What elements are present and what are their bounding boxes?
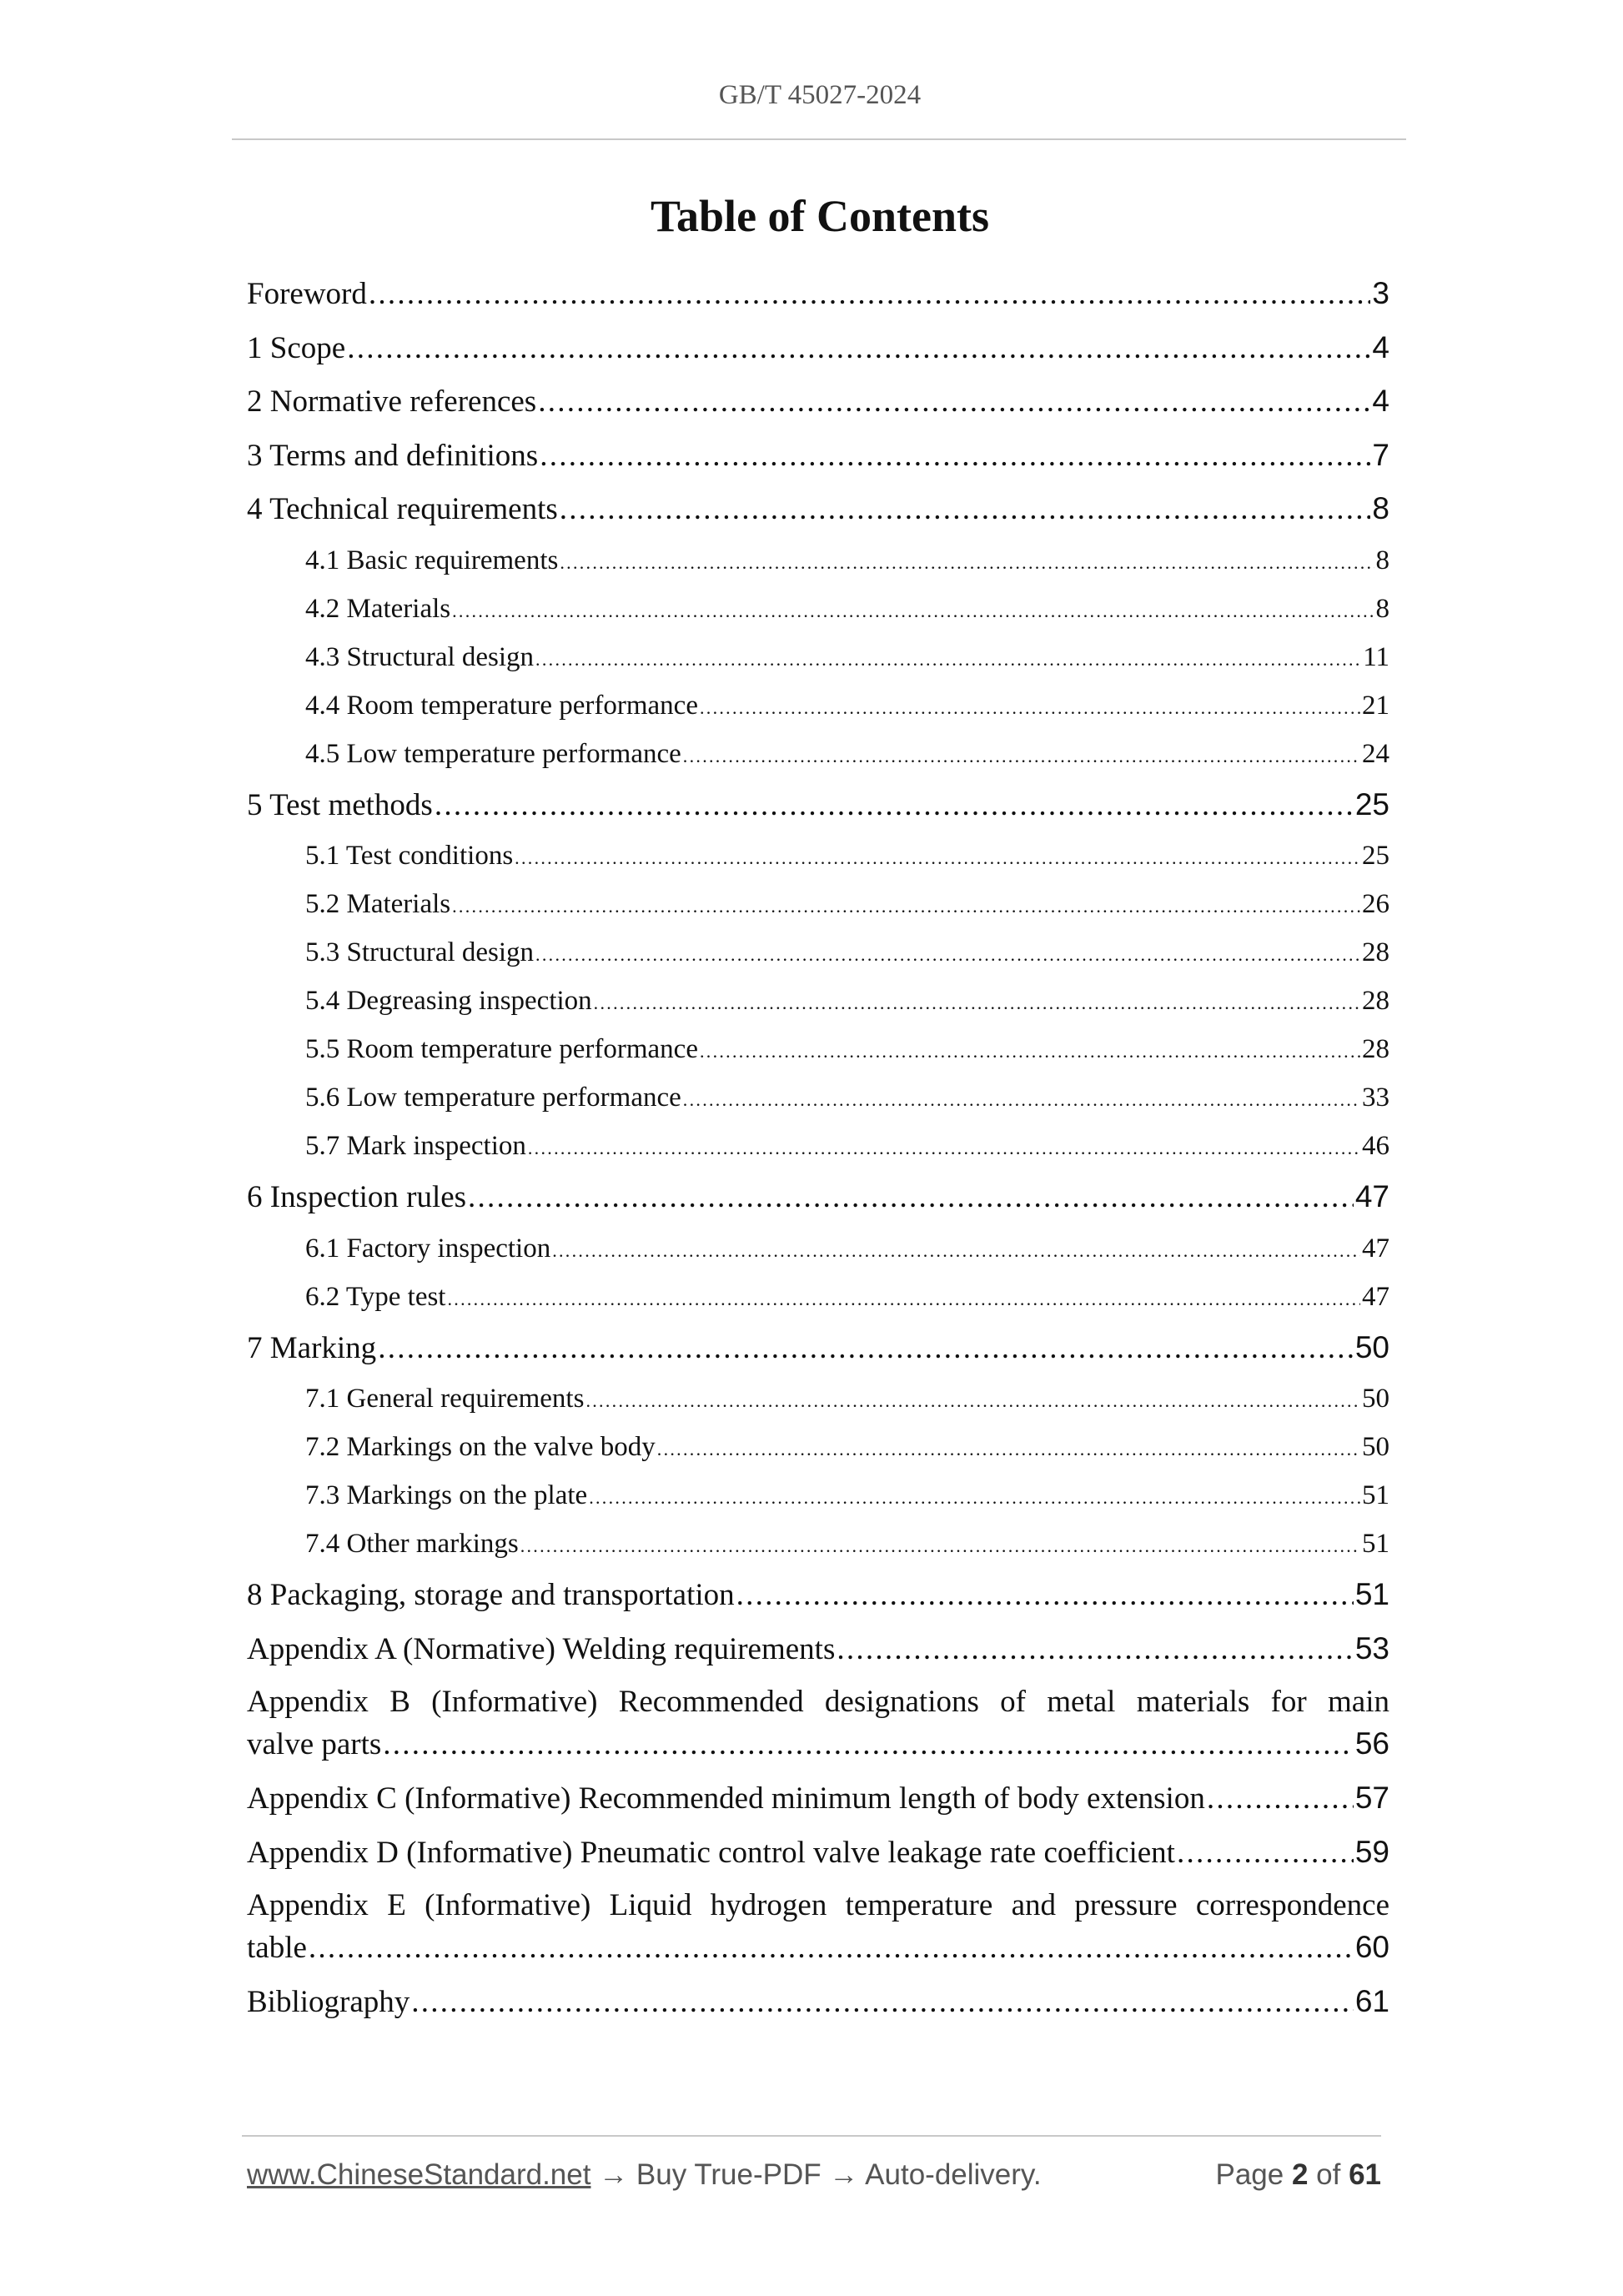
leader-dots [837,1623,1353,1677]
toc-entry-label: 5.3 Structural design [305,937,535,967]
toc-entry-inspection-rules[interactable] [247,1170,1389,1224]
toc-entry-label: 5.4 Degreasing inspection [305,986,592,1016]
toc-entry-label-continued: valve parts [247,1727,382,1761]
toc-entry-page: 47 [1362,1281,1389,1312]
running-header: GB/T 45027-2024 [718,80,922,110]
toc-entry-4-1[interactable] [247,536,1389,585]
toc-entry-label: 5.1 Test conditions [305,841,514,871]
leader-dots [1207,1772,1354,1826]
toc-entry-label: 4 Technical requirements [247,492,558,526]
toc-entry-label: 7.3 Markings on the plate [305,1480,588,1510]
page-of: of [1308,2158,1349,2191]
toc-entry-7-2[interactable] [247,1423,1389,1471]
toc-entry-7-3[interactable] [247,1471,1389,1520]
toc-entry-label: Bibliography [247,1985,410,2019]
page-title: Table of Contents [650,191,990,241]
toc-entry-page: 56 [1354,1726,1389,1761]
toc-entry-label: 5.2 Materials [305,889,451,919]
leader-dots [468,1171,1354,1225]
leader-dots [535,931,1360,979]
toc-entry-label: Appendix B (Informative) Recommended designations of metal materials for main [247,1685,1389,1719]
toc-entry-7-4[interactable] [247,1520,1389,1568]
toc-entry-label: Foreword [247,277,367,311]
leader-dots [452,587,1374,636]
toc-entry-label: 4.5 Low temperature performance [305,738,681,769]
toc-entry-page: 11 [1363,641,1389,672]
toc-entry-label: 8 Packaging, storage and transportation [247,1578,735,1612]
toc-entry-page: 26 [1362,889,1389,919]
toc-entry-label: 1 Scope [247,330,346,365]
toc-entry-packaging[interactable] [247,1568,1389,1622]
toc-entry-label: Appendix E (Informative) Liquid hydrogen temperature and pressure correspondence [247,1888,1389,1922]
toc-entry-5-1[interactable] [247,831,1389,880]
toc-entry-4-4[interactable] [247,681,1389,730]
toc-entry-page: 61 [1354,1984,1389,2018]
leader-dots [560,539,1374,587]
website-link[interactable]: www.ChineseStandard.net [247,2158,591,2191]
leader-dots [594,979,1360,1027]
leader-dots [657,1425,1360,1474]
toc-entry-appendix-d[interactable] [247,1826,1389,1880]
toc-entry-scope[interactable] [247,321,1389,375]
leader-dots [435,779,1354,833]
leader-dots [585,1377,1360,1425]
page-footer [247,2158,1381,2192]
toc-entry-page: 50 [1354,1329,1389,1364]
toc-entry-page: 33 [1362,1083,1389,1113]
toc-entry-page: 51 [1362,1529,1389,1559]
toc-entry-label: 5.7 Mark inspection [305,1131,526,1161]
table-of-contents [247,267,1389,2029]
leader-dots [452,882,1360,931]
leader-dots [535,636,1361,684]
toc-entry-foreword[interactable] [247,267,1389,321]
leader-dots [683,732,1360,781]
toc-entry-page: 57 [1354,1781,1389,1815]
toc-entry-label: 3 Terms and definitions [247,438,539,473]
toc-entry-label: 6.1 Factory inspection [305,1233,551,1264]
leader-dots [515,834,1360,882]
toc-entry-page: 60 [1354,1930,1389,1964]
leader-dots [369,268,1371,322]
leader-dots [520,1522,1360,1570]
toc-entry-label: 7 Marking [247,1330,377,1365]
leader-dots [589,1474,1360,1522]
page-prefix: Page [1215,2158,1292,2191]
leader-dots [309,1927,1354,1969]
toc-entry-label: 7.4 Other markings [305,1529,519,1559]
page-indicator [1215,2158,1381,2192]
toc-entry-label: 4.2 Materials [305,593,451,624]
leader-dots [560,483,1371,537]
leader-dots [736,1569,1354,1623]
toc-entry-bibliography[interactable] [247,1975,1389,2029]
toc-entry-test-methods[interactable] [247,778,1389,832]
leader-dots [378,1322,1354,1376]
toc-entry-page: 25 [1362,841,1389,871]
toc-entry-appendix-b[interactable] [247,1676,1389,1771]
toc-entry-5-4[interactable] [247,977,1389,1025]
leader-dots [552,1227,1360,1275]
leader-dots [538,375,1370,430]
toc-entry-appendix-c[interactable] [247,1771,1389,1826]
toc-entry-label: 4.4 Room temperature performance [305,690,698,721]
toc-entry-label: 2 Normative references [247,384,537,419]
toc-entry-page: 59 [1354,1834,1389,1869]
toc-entry-5-5[interactable] [247,1025,1389,1073]
toc-entry-page: 46 [1362,1131,1389,1161]
leader-dots [540,430,1370,484]
leader-dots [447,1275,1360,1324]
footer-rule [242,2135,1381,2137]
toc-entry-page: 21 [1362,690,1389,721]
toc-entry-normative-references[interactable] [247,374,1389,429]
leader-dots [700,684,1360,732]
toc-entry-label: 7.2 Markings on the valve body [305,1432,656,1462]
toc-entry-5-7[interactable] [247,1122,1389,1170]
toc-entry-5-3[interactable] [247,928,1389,977]
toc-entry-label: 5 Test methods [247,787,433,822]
toc-entry-page: 25 [1354,786,1389,821]
toc-entry-page: 24 [1362,738,1389,769]
toc-entry-page: 50 [1362,1432,1389,1462]
toc-entry-page: 8 [1375,545,1389,575]
leader-dots [383,1724,1354,1766]
toc-entry-4-5[interactable] [247,730,1389,778]
toc-entry-page: 51 [1362,1480,1389,1510]
total-pages: 61 [1349,2158,1381,2191]
toc-entry-page: 8 [1375,593,1389,624]
toc-entry-page: 53 [1354,1630,1389,1665]
toc-entry-page: 51 [1354,1577,1389,1611]
leader-dots [528,1124,1360,1173]
leader-dots [347,322,1370,376]
toc-entry-page: 4 [1372,384,1389,418]
toc-entry-4-2[interactable] [247,585,1389,633]
toc-entry-page: 50 [1362,1384,1389,1414]
toc-entry-appendix-e[interactable] [247,1879,1389,1975]
toc-entry-label: Appendix C (Informative) Recommended minimum length of body extension [247,1781,1205,1816]
toc-entry-label: 5.5 Room temperature performance [305,1034,698,1064]
toc-entry-5-6[interactable] [247,1073,1389,1122]
leader-dots [683,1076,1360,1124]
footer-promo-text: → Buy True-PDF → Auto-delivery. [590,2158,1042,2191]
leader-dots [411,1976,1354,2030]
toc-entry-label: 7.1 General requirements [305,1384,585,1414]
toc-entry-appendix-a[interactable] [247,1622,1389,1676]
toc-entry-technical-requirements[interactable] [247,482,1389,536]
toc-entry-label-continued: table [247,1931,307,1965]
toc-entry-page: 28 [1362,986,1389,1016]
leader-dots [700,1027,1360,1076]
current-page-number: 2 [1291,2158,1309,2191]
toc-entry-page: 3 [1372,276,1389,310]
toc-entry-label: Appendix A (Normative) Welding requirements [247,1631,836,1666]
toc-entry-marking[interactable] [247,1321,1389,1375]
toc-entry-page: 4 [1372,329,1389,364]
toc-entry-page: 28 [1362,937,1389,967]
toc-entry-page: 7 [1372,437,1389,472]
toc-entry-6-2[interactable] [247,1273,1389,1321]
toc-entry-5-2[interactable] [247,880,1389,928]
toc-entry-label: 4.3 Structural design [305,641,535,672]
toc-entry-label: 4.1 Basic requirements [305,545,559,575]
header-rule [232,138,1406,140]
toc-entry-label: 6.2 Type test [305,1281,446,1312]
toc-entry-page: 47 [1362,1233,1389,1264]
toc-entry-terms-definitions[interactable] [247,429,1389,483]
footer-promo [247,2158,1042,2192]
toc-entry-page: 47 [1354,1179,1389,1213]
toc-entry-page: 28 [1362,1034,1389,1064]
toc-entry-label: 6 Inspection rules [247,1180,467,1214]
toc-entry-4-3[interactable] [247,633,1389,681]
toc-entry-6-1[interactable] [247,1224,1389,1273]
toc-entry-page: 8 [1372,491,1389,525]
toc-entry-7-1[interactable] [247,1374,1389,1423]
toc-entry-label: Appendix D (Informative) Pneumatic control valve leakage rate coefficient [247,1835,1175,1870]
toc-entry-label: 5.6 Low temperature performance [305,1083,681,1113]
leader-dots [1177,1826,1354,1881]
